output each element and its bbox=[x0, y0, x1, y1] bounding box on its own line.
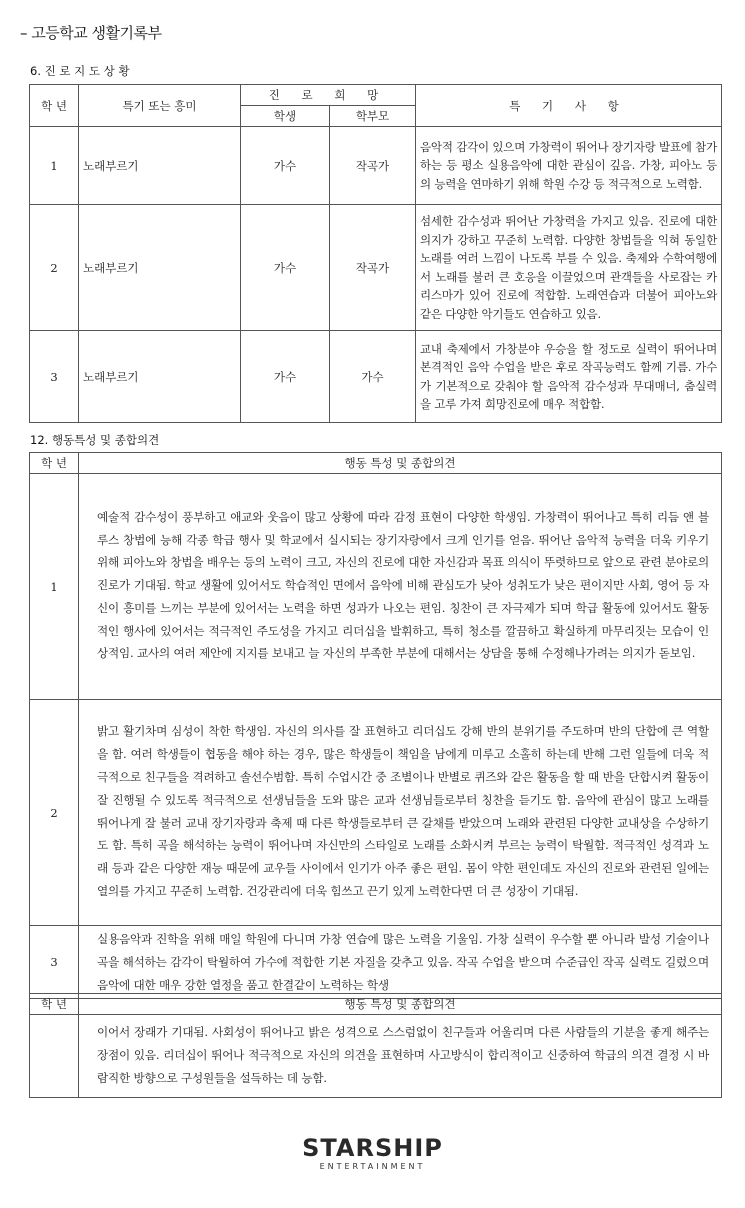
grade-cell: 1 bbox=[30, 474, 79, 700]
starship-logo bbox=[0, 1134, 745, 1171]
talent-cell: 노래부르기 bbox=[79, 127, 241, 205]
remarks-cell: 음악적 감각이 있으며 가창력이 뛰어나 장기자랑 발표에 참가하는 등 평소 실용음악에 대한 관심이 깊음. 가창, 피아노 등의 능력을 연마하기 위해 학원 수강 등 적극적으로 노력함. bbox=[416, 127, 722, 205]
header-remarks: 특 기 사 항 bbox=[416, 85, 722, 127]
table-row bbox=[30, 474, 722, 700]
opinion-cell: 이어서 장래가 기대됨. 사회성이 뛰어나고 밝은 성격으로 스스럼없이 친구들과 어울리며 다른 사람들의 기분을 좋게 해주는 장점이 있음. 리더십이 뛰어나 적극적으로 자신의 의견을 표현하며 사고방식이 합리적이고 신중하여 학급의 의견 결정 시 바람직한 방향으로 구성원들을 설득하는 데 능함. bbox=[79, 1015, 722, 1098]
career-guidance-table bbox=[29, 84, 722, 423]
grade-cell: 3 bbox=[30, 926, 79, 999]
student-hope-cell: 가수 bbox=[241, 127, 330, 205]
student-hope-cell: 가수 bbox=[241, 205, 330, 331]
remarks-cell: 섬세한 감수성과 뛰어난 가창력을 가지고 있음. 진로에 대한 의지가 강하고 꾸준히 노력함. 다양한 창법들을 익혀 동일한 노래를 여러 느낌이 나도록 부를 수 있음. 축제와 수학여행에서 노래를 불러 큰 호응을 이끌었으며 관객들을 사로잡는 카리스마가 있어 진로에 적합함. 노래연습과 더불어 피아노와 같은 다양한 악기들도 연습하고 있음. bbox=[416, 205, 722, 331]
header-opinion: 행동 특성 및 종합의견 bbox=[79, 994, 722, 1015]
section-6-title: 6. 진 로 지 도 상 황 bbox=[30, 64, 130, 78]
header-grade: 학 년 bbox=[30, 994, 79, 1015]
header-parent: 학부모 bbox=[330, 106, 416, 127]
logo-wordmark: STARSHIP bbox=[302, 1134, 443, 1162]
opinion-cell: 예술적 감수성이 풍부하고 애교와 웃음이 많고 상황에 따라 감정 표현이 다양한 학생임. 가창력이 뛰어나고 특히 리듬 앤 블루스 창법에 능해 각종 학급 행사 및 학교에서 실시되는 장기자랑에서 크게 인기를 얻음. 뛰어난 음악적 능력을 더욱 키우기 위해 피아노와 창법을 배우는 등의 노력이 크고, 자신의 진로에 대한 자신감과 목표 의식이 뚜렷하므로 앞으로 관련 분야로의 진로가 기대됨. 학교 생활에 있어서도 학습적인 면에서 음악에 비해 관심도가 낮아 성취도가 낮은 편이지만 사회, 영어 등 자신이 흥미를 느끼는 부분에 있어서는 노력을 하면 성과가 나오는 편임. 칭찬이 큰 자극제가 되며 학급 활동에 있어서도 활동적인 행사에 있어서는 적극적인 주도성을 가지고 리더십을 발휘하고, 특히 청소를 깔끔하고 확실하게 마무리짓는 모습이 인상적임. 교사의 여러 제안에 지지를 보내고 늘 자신의 부족한 부분에 대해서는 상담을 통해 수정해나가려는 의지가 돋보임. bbox=[79, 474, 722, 700]
header-grade: 학 년 bbox=[30, 453, 79, 474]
grade-cell bbox=[30, 1015, 79, 1098]
grade-cell: 1 bbox=[30, 127, 79, 205]
talent-cell: 노래부르기 bbox=[79, 331, 241, 423]
table-row bbox=[30, 926, 722, 999]
student-hope-cell: 가수 bbox=[241, 331, 330, 423]
header-talent: 특기 또는 흥미 bbox=[79, 85, 241, 127]
parent-hope-cell: 작곡가 bbox=[330, 205, 416, 331]
remarks-cell: 교내 축제에서 가창분야 우승을 할 정도로 실력이 뛰어나며 본격적인 음악 수업을 받은 후로 작곡능력도 함께 기름. 가수가 기본적으로 갖춰야 할 음악적 감수성과 무대매너, 춤실력을 고루 가져 희망진로에 매우 적합함. bbox=[416, 331, 722, 423]
table-row bbox=[30, 127, 722, 205]
parent-hope-cell: 작곡가 bbox=[330, 127, 416, 205]
opinion-cell: 밝고 활기차며 심성이 착한 학생임. 자신의 의사를 잘 표현하고 리더십도 강해 반의 분위기를 주도하며 반의 단합에 큰 역할을 함. 여러 학생들이 협동을 해야 하는 경우, 많은 학생들이 책임을 남에게 미루고 소홀히 하는데 반해 그런 일들에 더욱 적극적으로 친구들을 격려하고 솔선수범함. 특히 수업시간 중 조별이나 반별로 퀴즈와 같은 활동을 할 때 반을 단합시켜 활동이 잘 진행될 수 있도록 적극적으로 선생님들을 도와 많은 교과 선생님들로부터 칭찬을 듣기도 함. 음악에 관심이 많고 노래를 뛰어나게 잘 불러 교내 장기자랑과 축제 때 다른 학생들로부터 큰 갈채를 받았으며 노래와 관련된 다양한 교내상을 수상하기도 함. 특히 곡을 해석하는 능력이 뛰어나며 자신만의 스타일로 노래를 소화시켜 부르는 능력이 탁월함. 적극적인 성격과 노래 등과 같은 다양한 재능 때문에 교우들 사이에서 인기가 아주 좋은 편임. 몸이 약한 편인데도 자신의 진로와 관련된 일에는 열의를 가지고 꾸준히 노력함. 건강관리에 더욱 힘쓰고 끈기 있게 노력한다면 더 큰 성장이 기대됨. bbox=[79, 700, 722, 926]
header-student: 학생 bbox=[241, 106, 330, 127]
header-career-hope: 진 로 희 망 bbox=[241, 85, 416, 106]
table-row bbox=[30, 700, 722, 926]
grade-cell: 2 bbox=[30, 205, 79, 331]
grade-cell: 2 bbox=[30, 700, 79, 926]
grade-cell: 3 bbox=[30, 331, 79, 423]
table-row bbox=[30, 1015, 722, 1098]
talent-cell: 노래부르기 bbox=[79, 205, 241, 331]
header-opinion: 행동 특성 및 종합의견 bbox=[79, 453, 722, 474]
section-12-title: 12. 행동특성 및 종합의견 bbox=[30, 433, 160, 447]
behavior-opinion-table bbox=[29, 452, 722, 999]
parent-hope-cell: 가수 bbox=[330, 331, 416, 423]
table-row bbox=[30, 331, 722, 423]
behavior-opinion-table-continued bbox=[29, 993, 722, 1098]
logo-subtitle: ENTERTAINMENT bbox=[319, 1162, 426, 1171]
table-row bbox=[30, 205, 722, 331]
opinion-cell: 실용음악과 진학을 위해 매일 학원에 다니며 가창 연습에 많은 노력을 기울임. 가창 실력이 우수할 뿐 아니라 발성 기술이나 곡을 해석하는 감각이 탁월하여 가수에 적합한 기본 자질을 갖추고 있음. 작곡 수업을 받으며 수준급인 작곡 실력도 길렀으며 음악에 대한 매우 강한 열정을 품고 한결같이 노력하는 학생 bbox=[79, 926, 722, 999]
header-grade: 학 년 bbox=[30, 85, 79, 127]
document-title: – 고등학교 생활기록부 bbox=[20, 24, 162, 42]
